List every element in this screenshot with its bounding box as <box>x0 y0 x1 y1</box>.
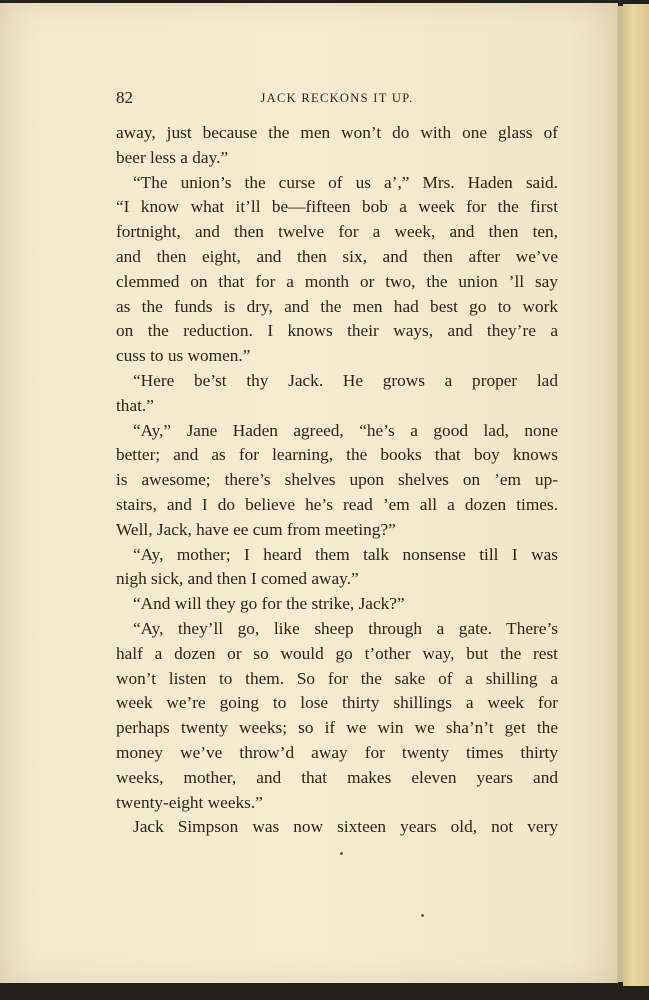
text-line: “And will they go for the strike, Jack?” <box>133 594 405 614</box>
text-line: fortnight, and then twelve for a week, and then ten, <box>116 222 558 242</box>
text-line: on the reduction. I knows their ways, and they’re a <box>116 321 558 341</box>
text-line: Well, Jack, have ee cum from meeting?” <box>116 519 396 539</box>
text-line: clemmed on that for a month or two, the union ’ll say <box>116 271 558 291</box>
text-line: “Ay,” Jane Haden agreed, “he’s a good lad, none <box>133 420 558 440</box>
print-speck <box>340 852 343 855</box>
text-line: twenty-eight weeks.” <box>116 792 263 812</box>
text-line: “Ay, they’ll go, like sheep through a gate. There’s <box>133 618 558 638</box>
text-line: that.” <box>116 395 154 415</box>
paragraph <box>116 592 558 617</box>
text-line: cuss to us women.” <box>116 346 251 366</box>
page-edge <box>617 6 623 982</box>
page-number: 82 <box>116 88 133 107</box>
paragraph <box>116 171 558 369</box>
paragraph <box>116 369 558 419</box>
text-line: half a dozen or so would go t’other way, but the rest <box>116 643 558 663</box>
text-line: better; and as for learning, the books that boy knows <box>116 445 558 465</box>
text-line: and then eight, and then six, and then after we’ve <box>116 246 558 266</box>
book-cover-edge <box>623 4 649 986</box>
text-line: stairs, and I do believe he’s read ’em all a dozen times. <box>116 494 558 514</box>
text-line: won’t listen to them. So for the sake of a shilling a <box>116 668 558 688</box>
paragraph <box>116 121 558 171</box>
text-line: “Here be’st thy Jack. He grows a proper lad <box>133 370 558 390</box>
print-speck <box>421 914 424 917</box>
text-line: perhaps twenty weeks; so if we win we sha’n’t get the <box>116 718 558 738</box>
text-line: as the funds is dry, and the men had best go to work <box>116 296 558 316</box>
paragraph <box>116 617 558 815</box>
text-line: “Ay, mother; I heard them talk nonsense till I was <box>133 544 558 564</box>
paragraph <box>116 419 558 543</box>
paragraph <box>116 543 558 593</box>
text-line: money we’ve throw’d away for twenty times thirty <box>116 742 558 762</box>
text-line: Jack Simpson was now sixteen years old, not very <box>133 817 558 837</box>
running-title: JACK RECKONS IT UP. <box>260 91 414 105</box>
text-line: is awesome; there’s shelves upon shelves on ’em up- <box>116 470 558 490</box>
paragraph <box>116 815 558 840</box>
text-line: weeks, mother, and that makes eleven years and <box>116 767 558 787</box>
body-text <box>116 121 558 840</box>
text-line: “The union’s the curse of us a’,” Mrs. Haden said. <box>133 172 558 192</box>
text-line: “I know what it’ll be—fifteen bob a week for the first <box>116 197 558 217</box>
text-line: beer less a day.” <box>116 147 229 167</box>
text-line: week we’re going to lose thirty shillings a week for <box>116 693 558 713</box>
text-line: away, just because the men won’t do with one glass of <box>116 123 558 142</box>
text-line: nigh sick, and then I comed away.” <box>116 569 359 589</box>
